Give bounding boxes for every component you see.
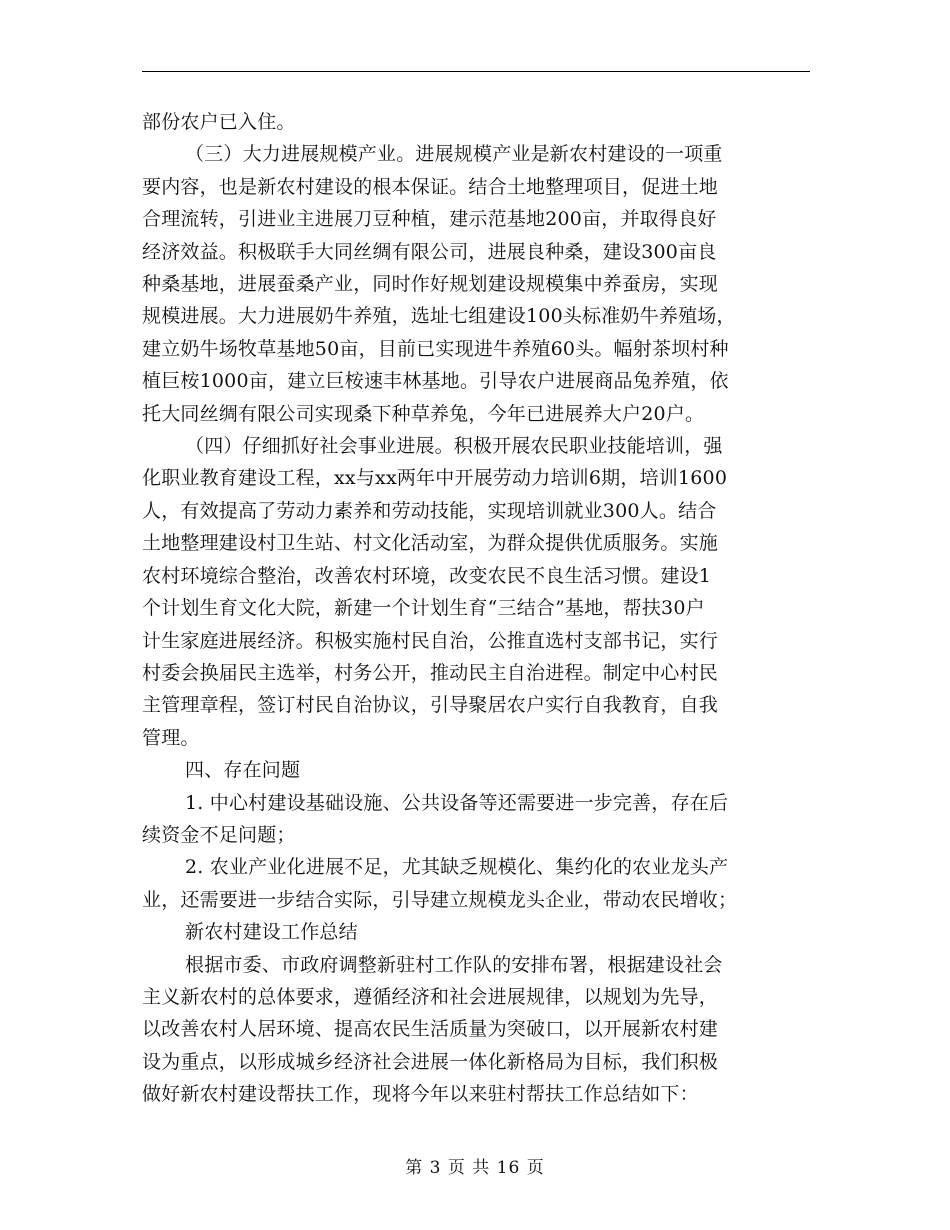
text-line: 以改善农村人居环境、提高农民生活质量为突破口，以开展新农村建 bbox=[142, 1018, 719, 1041]
text-line: 农村环境综合整治，改善农村环境，改变农民不良生活习惯。建设1 bbox=[142, 564, 712, 587]
page-number: 第 3 页 共 16 页 bbox=[405, 1158, 545, 1178]
text-line: 做好新农村建设帮扶工作，现将今年以来驻村帮扶工作总结如下： bbox=[142, 1083, 699, 1106]
section-title: 新农村建设工作总结 bbox=[185, 921, 358, 944]
text-line: 建立奶牛场牧草基地50亩，目前已实现进牛养殖60头。幅射茶坝村种 bbox=[142, 337, 729, 360]
text-line: 续资金不足问题； bbox=[142, 823, 296, 846]
text-line: 个计划生育文化大院，新建一个计划生育“三结合”基地，帮扶30户 bbox=[142, 597, 705, 620]
text-line: （三）大力进展规模产业。进展规模产业是新农村建设的一项重 bbox=[185, 143, 723, 166]
text-line: 主义新农村的总体要求，遵循经济和社会进展规律，以规划为先导， bbox=[142, 985, 719, 1008]
text-line: 村委会换届民主选举，村务公开，推动民主自治进程。制定中心村民 bbox=[142, 661, 719, 684]
text-line: 部份农户已入住。 bbox=[142, 111, 296, 133]
text-line: 主管理章程，签订村民自治协议，引导聚居农户实行自我教育，自我 bbox=[142, 694, 719, 717]
header-rule bbox=[142, 71, 810, 72]
text-line: 要内容，也是新农村建设的根本保证。结合土地整理项目，促进土地 bbox=[142, 175, 719, 198]
document-body bbox=[142, 106, 810, 1111]
text-line: 经济效益。积极联手大同丝绸有限公司，进展良种桑，建设300亩良 bbox=[142, 240, 717, 263]
text-line: （四）仔细抓好社会事业进展。积极开展农民职业技能培训，强 bbox=[185, 435, 723, 458]
text-line: 化职业教育建设工程，xx与xx两年中开展劳动力培训6期，培训1600 bbox=[142, 467, 728, 490]
text-line: 种桑基地，进展蚕桑产业，同时作好规划建设规模集中养蚕房，实现 bbox=[142, 273, 719, 296]
text-line: 合理流转，引进业主进展刀豆种植，建示范基地200亩，并取得良好 bbox=[142, 208, 717, 231]
text-line: 根据市委、市政府调整新驻村工作队的安排布署，根据建设社会 bbox=[185, 953, 723, 976]
text-line: 计生家庭进展经济。积极实施村民自治，公推直选村支部书记，实行 bbox=[142, 629, 719, 652]
text-line: 1. 中心村建设基础设施、公共设备等还需要进一步完善，存在后 bbox=[185, 791, 729, 814]
text-line: 设为重点，以形成城乡经济社会进展一体化新格局为目标，我们积极 bbox=[142, 1050, 719, 1073]
text-line: 管理。 bbox=[142, 726, 200, 749]
text-line: 2. 农业产业化进展不足，尤其缺乏规模化、集约化的农业龙头产 bbox=[185, 856, 729, 879]
text-line: 植巨桉1000亩，建立巨桉速丰林基地。引导农户进展商品兔养殖，依 bbox=[142, 370, 729, 393]
text-line: 土地整理建设村卫生站、村文化活动室，为群众提供优质服务。实施 bbox=[142, 532, 719, 555]
text-line: 规模进展。大力进展奶牛养殖，选址七组建设100头标准奶牛养殖场， bbox=[142, 305, 736, 328]
text-line: 托大同丝绸有限公司实现桑下种草养兔，今年已进展养大户20户。 bbox=[142, 402, 705, 425]
body-text bbox=[142, 106, 810, 1111]
text-line: 业，还需要进一步结合实际，引导建立规模龙头企业，带动农民增收； bbox=[142, 888, 738, 911]
section-heading: 四、存在问题 bbox=[185, 759, 301, 782]
text-line: 人，有效提高了劳动力素养和劳动技能，实现培训就业300人。结合 bbox=[142, 499, 717, 522]
